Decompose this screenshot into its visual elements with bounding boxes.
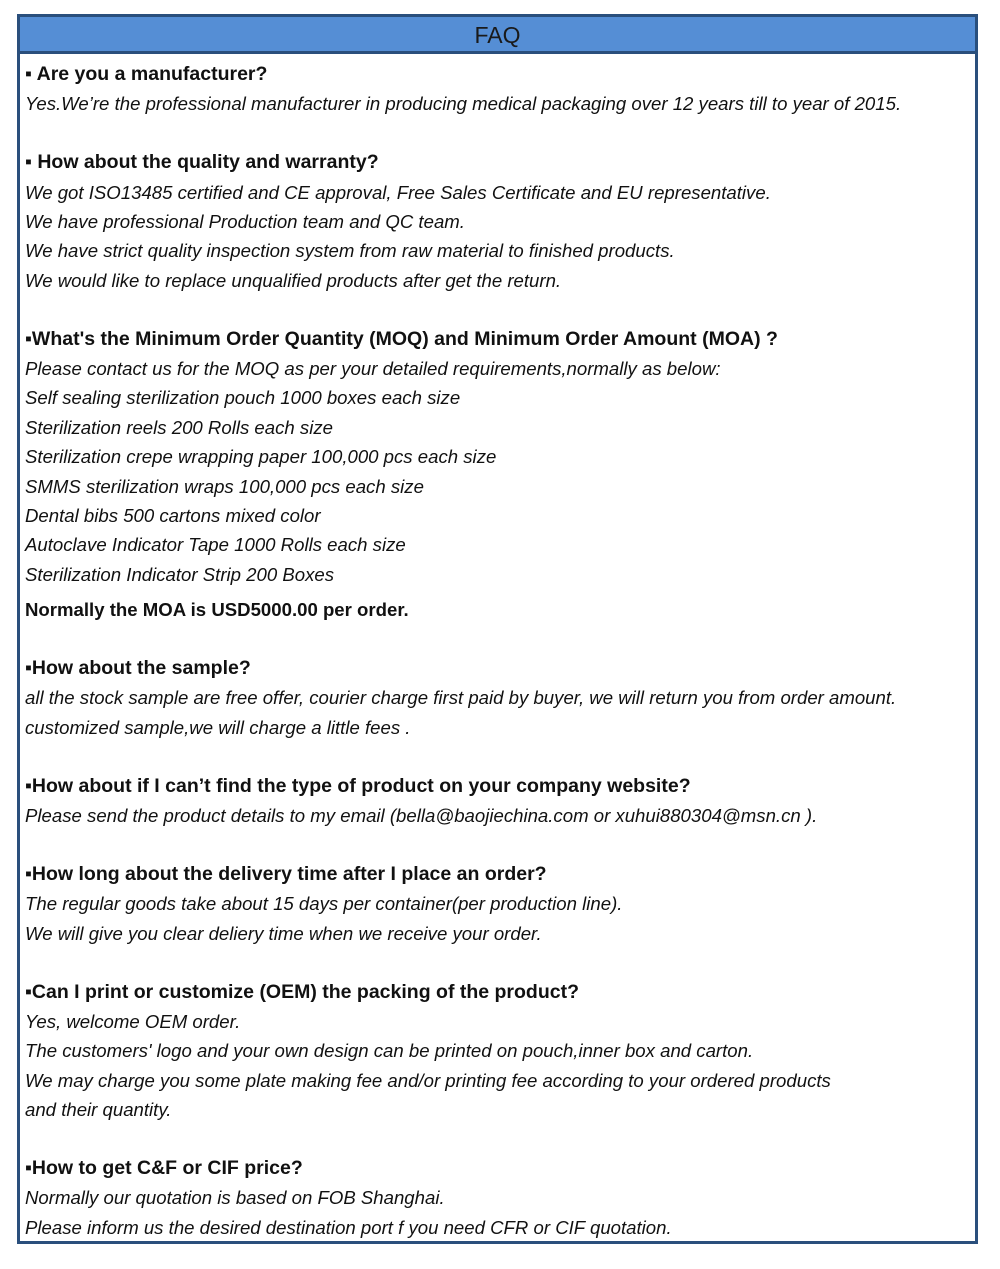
- faq-item: [25, 1154, 975, 1242]
- faq-answer-line: Sterilization crepe wrapping paper 100,000 pcs each size: [25, 446, 497, 468]
- faq-answer-line: Please contact us for the MOQ as per your detailed requirements,normally as below:: [25, 358, 721, 380]
- faq-item: [25, 860, 975, 948]
- faq-item: [25, 60, 975, 119]
- faq-answer-line: SMMS sterilization wraps 100,000 pcs each size: [25, 475, 424, 497]
- faq-answer-line: Please inform us the desired destination port f you need CFR or CIF quotation.: [25, 1216, 672, 1238]
- faq-answer-line: customized sample,we will charge a little fees .: [25, 716, 411, 738]
- faq-answer-line: We will give you clear deliery time when we receive your order.: [25, 922, 542, 944]
- faq-answer-line: Yes, welcome OEM order.: [25, 1010, 241, 1032]
- faq-answer-line: We may charge you some plate making fee and/or printing fee according to your ordered products: [25, 1069, 831, 1091]
- faq-question: ▪Can I print or customize (OEM) the packing of the product?: [25, 980, 580, 1003]
- faq-answer-line: and their quantity.: [25, 1099, 172, 1121]
- faq-answer-note: Normally the MOA is USD5000.00 per order.: [25, 599, 409, 621]
- faq-answer-line: Please send the product details to my email (bella@baojiechina.com or xuhui880304@msn.cn ).: [25, 805, 818, 827]
- faq-answer-line: We have professional Production team and QC team.: [25, 211, 465, 233]
- faq-header: FAQ: [20, 17, 975, 54]
- faq-answer-line: We have strict quality inspection system from raw material to finished products.: [25, 240, 675, 262]
- faq-question: ▪How long about the delivery time after I place an order?: [25, 862, 547, 885]
- faq-answer-line: Sterilization Indicator Strip 200 Boxes: [25, 563, 335, 585]
- faq-question: ▪ Are you a manufacturer?: [25, 63, 268, 85]
- faq-answer-line: We got ISO13485 certified and CE approval, Free Sales Certificate and EU representative.: [25, 181, 771, 203]
- faq-question: ▪ How about the quality and warranty?: [25, 151, 379, 174]
- faq-content: [20, 54, 975, 1242]
- faq-question: ▪How to get C&F or CIF price?: [25, 1156, 303, 1179]
- faq-answer-line: We would like to replace unqualified products after get the return.: [25, 269, 562, 291]
- faq-question: ▪What's the Minimum Order Quantity (MOQ) and Minimum Order Amount (MOA) ?: [25, 327, 778, 350]
- faq-answer-line: The customers' logo and your own design can be printed on pouch,inner box and carton.: [25, 1040, 754, 1062]
- faq-answer-line: Self sealing sterilization pouch 1000 boxes each size: [25, 387, 461, 409]
- faq-answer-line: Autoclave Indicator Tape 1000 Rolls each size: [25, 534, 406, 556]
- faq-item: [25, 654, 975, 742]
- faq-answer-line: Normally our quotation is based on FOB Shanghai.: [25, 1187, 445, 1209]
- faq-panel: [17, 14, 978, 1244]
- faq-answer-line: Yes.We’re the professional manufacturer in producing medical packaging over 12 years till to year of 2015.: [25, 93, 902, 115]
- faq-answer-line: The regular goods take about 15 days per container(per production line).: [25, 893, 623, 915]
- faq-answer-line: Dental bibs 500 cartons mixed color: [25, 505, 321, 527]
- faq-answer-line: all the stock sample are free offer, courier charge first paid by buyer, we will return you from order amount.: [25, 687, 897, 709]
- faq-item: [25, 325, 975, 625]
- faq-item: [25, 772, 975, 831]
- faq-item: [25, 978, 975, 1125]
- faq-question: ▪How about the sample?: [25, 657, 251, 680]
- faq-question: ▪How about if I can’t find the type of product on your company website?: [25, 774, 691, 797]
- faq-item: [25, 148, 975, 295]
- faq-answer-line: Sterilization reels 200 Rolls each size: [25, 416, 333, 438]
